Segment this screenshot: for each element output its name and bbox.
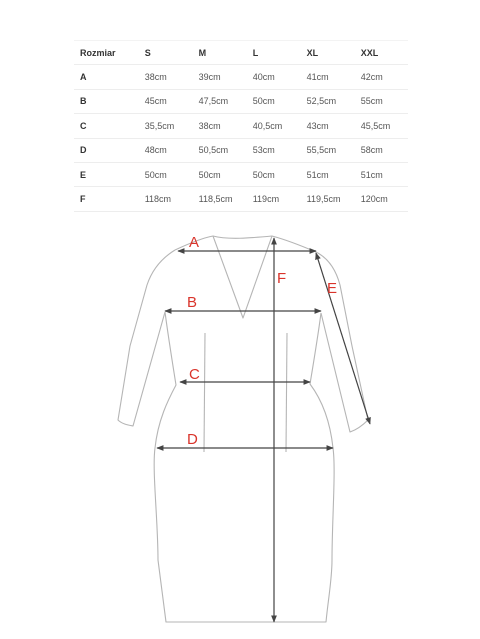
label-a: A <box>189 234 200 251</box>
table-cell: 45cm <box>145 89 199 113</box>
table-cell: 118,5cm <box>199 187 253 211</box>
table-cell: 42cm <box>361 65 408 89</box>
row-label: F <box>74 187 145 211</box>
table-header-row <box>74 41 408 65</box>
table-cell: 119,5cm <box>307 187 361 211</box>
row-label: D <box>74 138 145 162</box>
table-cell: 35,5cm <box>145 114 199 138</box>
row-label: C <box>74 114 145 138</box>
header-cell: XL <box>307 41 361 65</box>
table-cell: 47,5cm <box>199 89 253 113</box>
table-row <box>74 162 408 186</box>
table-cell: 50cm <box>253 162 307 186</box>
label-c: C <box>189 366 200 383</box>
header-cell: S <box>145 41 199 65</box>
table-cell: 50cm <box>199 162 253 186</box>
measure-line-e <box>316 253 370 424</box>
table-cell: 41cm <box>307 65 361 89</box>
table-cell: 50,5cm <box>199 138 253 162</box>
table-row <box>74 187 408 211</box>
header-cell: L <box>253 41 307 65</box>
row-label: B <box>74 89 145 113</box>
row-label: E <box>74 162 145 186</box>
left-shoulder-and-sleeve <box>118 250 175 426</box>
label-f: F <box>277 270 287 287</box>
table-cell: 40cm <box>253 65 307 89</box>
table-cell: 51cm <box>361 162 408 186</box>
table-cell: 45,5cm <box>361 114 408 138</box>
table-cell: 52,5cm <box>307 89 361 113</box>
row-label: A <box>74 65 145 89</box>
label-e: E <box>327 280 338 297</box>
table-cell: 38cm <box>145 65 199 89</box>
table-cell: 48cm <box>145 138 199 162</box>
size-table <box>74 40 408 212</box>
table-cell: 55,5cm <box>307 138 361 162</box>
header-cell: M <box>199 41 253 65</box>
measurement-labels <box>187 234 337 448</box>
table-cell: 50cm <box>145 162 199 186</box>
table-cell: 43cm <box>307 114 361 138</box>
table-cell: 58cm <box>361 138 408 162</box>
label-d: D <box>187 431 198 448</box>
table-cell: 39cm <box>199 65 253 89</box>
header-cell: XXL <box>361 41 408 65</box>
table-cell: 50cm <box>253 89 307 113</box>
table-cell: 118cm <box>145 187 199 211</box>
dress-measurement-diagram <box>0 228 480 639</box>
table-cell: 51cm <box>307 162 361 186</box>
header-cell: Rozmiar <box>74 41 145 65</box>
table-cell: 38cm <box>199 114 253 138</box>
v-neckline <box>213 236 272 318</box>
table-row <box>74 89 408 113</box>
table-cell: 40,5cm <box>253 114 307 138</box>
table-cell: 120cm <box>361 187 408 211</box>
table-cell: 119cm <box>253 187 307 211</box>
right-bodice-side <box>310 313 333 448</box>
table-row <box>74 138 408 162</box>
table-cell: 55cm <box>361 89 408 113</box>
table-row <box>74 114 408 138</box>
front-dart-right <box>286 333 287 452</box>
left-bodice-side <box>155 312 176 448</box>
front-dart-left <box>204 333 205 452</box>
label-b: B <box>187 294 198 311</box>
skirt-outline <box>154 448 334 622</box>
table-cell: 53cm <box>253 138 307 162</box>
table-row <box>74 65 408 89</box>
